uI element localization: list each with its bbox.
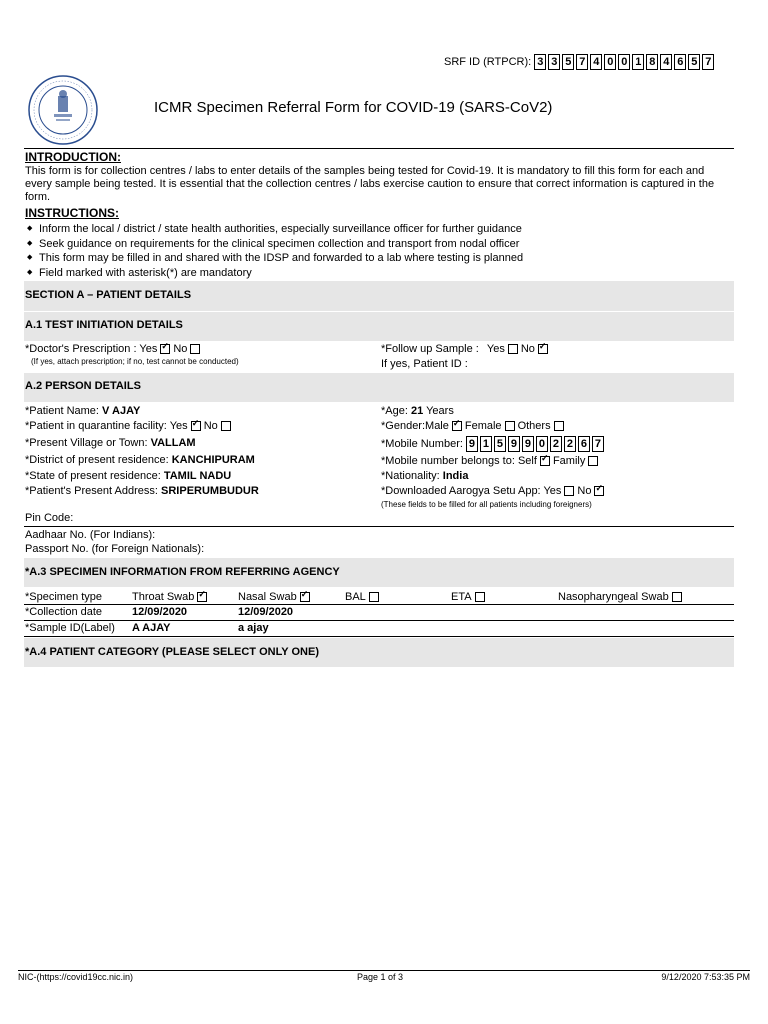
- sample-id-label: *Sample ID(Label): [25, 622, 115, 634]
- pin-code-label: Pin Code:: [25, 512, 74, 524]
- district-label: *District of present residence:: [25, 454, 169, 466]
- digit-box: 3: [548, 54, 560, 70]
- mobile-belongs-row: [381, 455, 601, 467]
- followup-label: *Follow up Sample :: [381, 343, 479, 355]
- instruction-item: ◆ Seek guidance on requirements for the clinical specimen collection and transport from nodal officer: [25, 237, 725, 252]
- footer-page: Page 1 of 3: [357, 972, 404, 982]
- mobile-family-checkbox[interactable]: [588, 456, 598, 466]
- digit-box: 6: [578, 436, 590, 452]
- mobile-self-checkbox[interactable]: [540, 456, 550, 466]
- aarogya-yes-label: *Downloaded Aarogya Setu App: Yes: [381, 485, 562, 497]
- eta-checkbox[interactable]: [475, 592, 485, 602]
- instructions-heading: INSTRUCTIONS:: [25, 206, 119, 220]
- age-value: 21: [410, 405, 424, 417]
- specimen-type-label: *Specimen type: [25, 591, 103, 603]
- digit-box: 4: [590, 54, 602, 70]
- age-label: *Age:: [381, 405, 408, 417]
- age-unit: Years: [426, 405, 454, 417]
- quarantine-row: [25, 420, 234, 432]
- sample-id-1: A AJAY: [132, 622, 171, 634]
- digit-box: 2: [550, 436, 562, 452]
- digit-box: 0: [618, 54, 630, 70]
- quarantine-yes-checkbox[interactable]: [191, 421, 201, 431]
- specimen-divider-2: [24, 620, 734, 621]
- gender-others-checkbox[interactable]: [554, 421, 564, 431]
- aadhaar-label: Aadhaar No. (For Indians):: [25, 529, 156, 541]
- srf-id-label: SRF ID (RTPCR):: [444, 56, 532, 68]
- pin-divider: [24, 526, 734, 527]
- prescription-yes-checkbox[interactable]: [160, 344, 170, 354]
- throat-swab-checkbox[interactable]: [197, 592, 207, 602]
- mobile-label: *Mobile Number:: [381, 438, 463, 450]
- digit-box: 8: [646, 54, 658, 70]
- mobile-family-label: Family: [552, 455, 586, 467]
- digit-box: 1: [632, 54, 644, 70]
- eta-option: [451, 591, 488, 603]
- nationality-value: India: [442, 470, 469, 482]
- prescription-yes-label: Yes: [139, 343, 158, 355]
- srf-id-digits: [534, 54, 714, 70]
- patient-name-label: *Patient Name:: [25, 405, 99, 417]
- form-title: ICMR Specimen Referral Form for COVID-19 (SARS-CoV2): [154, 99, 553, 116]
- digit-box: 5: [494, 436, 506, 452]
- footer-left: NIC-(https://covid19cc.nic.in): [18, 972, 134, 982]
- digit-box: 0: [536, 436, 548, 452]
- passport-label: Passport No. (for Foreign Nationals):: [25, 543, 205, 555]
- mobile-digits: [466, 436, 604, 452]
- intro-text: This form is for collection centres / labs to enter details of the samples being tested for Covid-19. It is mandatory to fill this form for each and every sample being tested. It is essential that the collection centres / labs exercise caution to ensure that correct information is captured in the form.: [25, 165, 715, 203]
- icmr-logo: [26, 74, 100, 146]
- srf-id-row: [444, 54, 714, 70]
- section-a1-title: A.1 TEST INITIATION DETAILS: [25, 319, 183, 331]
- state-row: [25, 470, 231, 482]
- header-divider: [24, 148, 734, 149]
- nasal-swab-label: Nasal Swab: [238, 591, 297, 603]
- village-value: VALLAM: [150, 437, 196, 449]
- nationality-row: [381, 470, 468, 482]
- quarantine-no-checkbox[interactable]: [221, 421, 231, 431]
- nasal-swab-checkbox[interactable]: [300, 592, 310, 602]
- section-a3-header: [24, 558, 734, 587]
- prescription-no-checkbox[interactable]: [190, 344, 200, 354]
- digit-box: 2: [564, 436, 576, 452]
- instructions-list: [25, 222, 725, 280]
- throat-swab-label: Throat Swab: [132, 591, 195, 603]
- digit-box: 9: [522, 436, 534, 452]
- gender-female-label: Female: [464, 420, 502, 432]
- bal-option: [345, 591, 382, 603]
- section-a1-header: [24, 312, 734, 341]
- instruction-item: ◆ This form may be filled in and shared with the IDSP and forwarded to a lab where testing is planned: [25, 251, 725, 266]
- digit-box: 9: [466, 436, 478, 452]
- patient-name-value: V AJAY: [102, 405, 141, 417]
- digit-box: 5: [688, 54, 700, 70]
- collection-date-1: 12/09/2020: [132, 606, 188, 618]
- digit-box: 3: [534, 54, 546, 70]
- digit-box: 4: [660, 54, 672, 70]
- instruction-item: ◆ Inform the local / district / state health authorities, especially surveillance officer for further guidance: [25, 222, 725, 237]
- followup-row: [381, 343, 551, 355]
- digit-box: 7: [576, 54, 588, 70]
- gender-male-label: *Gender:Male: [381, 420, 449, 432]
- intro-heading: INTRODUCTION:: [25, 150, 121, 164]
- nasal-swab-option: [238, 591, 313, 603]
- digit-box: 6: [674, 54, 686, 70]
- age-row: [381, 405, 454, 417]
- section-a4-header: [24, 638, 734, 667]
- state-label: *State of present residence:: [25, 470, 161, 482]
- foreigners-note: (These fields to be filled for all patients including foreigners): [381, 500, 592, 509]
- section-a3-title: *A.3 SPECIMEN INFORMATION FROM REFERRING AGENCY: [25, 566, 340, 578]
- digit-box: 7: [592, 436, 604, 452]
- prescription-label: *Doctor's Prescription :: [25, 343, 137, 355]
- digit-box: 0: [604, 54, 616, 70]
- eta-label: ETA: [451, 591, 472, 603]
- prescription-row: [25, 343, 203, 355]
- prescription-note: (If yes, attach prescription; if no, test cannot be conducted): [31, 357, 239, 366]
- gender-male-checkbox[interactable]: [452, 421, 462, 431]
- quarantine-yes-label: Yes: [169, 420, 188, 432]
- followup-no-label: No: [520, 343, 535, 355]
- gender-others-label: Others: [517, 420, 551, 432]
- bal-label: BAL: [345, 591, 366, 603]
- aarogya-yes-checkbox[interactable]: [564, 486, 574, 496]
- address-label: *Patient's Present Address:: [25, 485, 158, 497]
- district-row: [25, 454, 255, 466]
- patient-id-label: If yes, Patient ID :: [381, 358, 468, 370]
- bal-checkbox[interactable]: [369, 592, 379, 602]
- nationality-label: *Nationality:: [381, 470, 440, 482]
- section-a-header: [24, 281, 734, 311]
- specimen-divider-3: [24, 636, 734, 637]
- gender-female-checkbox[interactable]: [505, 421, 515, 431]
- digit-box: 5: [562, 54, 574, 70]
- section-a-title: SECTION A – PATIENT DETAILS: [25, 289, 192, 301]
- gender-row: [381, 420, 567, 432]
- village-label: *Present Village or Town:: [25, 437, 148, 449]
- footer-divider: [18, 970, 750, 971]
- naso-swab-label: Nasopharyngeal Swab: [558, 591, 669, 603]
- quarantine-label: *Patient in quarantine facility:: [25, 420, 167, 432]
- quarantine-no-label: No: [203, 420, 218, 432]
- sample-id-2: a ajay: [238, 622, 269, 634]
- naso-swab-checkbox[interactable]: [672, 592, 682, 602]
- district-value: KANCHIPURAM: [171, 454, 255, 466]
- collection-date-2: 12/09/2020: [238, 606, 294, 618]
- digit-box: 7: [702, 54, 714, 70]
- instruction-item: ◆ Field marked with asterisk(*) are mandatory: [25, 266, 725, 281]
- patient-name-row: [25, 405, 140, 417]
- section-a2-header: [24, 373, 734, 402]
- footer-timestamp: 9/12/2020 7:53:35 PM: [661, 972, 750, 982]
- aarogya-no-checkbox[interactable]: [594, 486, 604, 496]
- village-row: [25, 437, 196, 449]
- naso-swab-option: [558, 591, 685, 603]
- address-value: SRIPERUMBUDUR: [161, 485, 259, 497]
- followup-yes-checkbox[interactable]: [508, 344, 518, 354]
- digit-box: 1: [480, 436, 492, 452]
- prescription-no-label: No: [173, 343, 188, 355]
- mobile-belongs-label: *Mobile number belongs to: Self: [381, 455, 537, 467]
- followup-yes-label: Yes: [486, 343, 505, 355]
- state-value: TAMIL NADU: [163, 470, 232, 482]
- followup-no-checkbox[interactable]: [538, 344, 548, 354]
- aarogya-no-label: No: [577, 485, 592, 497]
- digit-box: 9: [508, 436, 520, 452]
- specimen-divider-1: [24, 604, 734, 605]
- throat-swab-option: [132, 591, 210, 603]
- collection-date-label: *Collection date: [25, 606, 103, 618]
- mobile-row: [381, 436, 604, 452]
- aarogya-row: [381, 485, 607, 497]
- section-a4-title: *A.4 PATIENT CATEGORY (PLEASE SELECT ONLY ONE): [25, 646, 319, 658]
- address-row: [25, 485, 259, 497]
- section-a2-title: A.2 PERSON DETAILS: [25, 380, 141, 392]
